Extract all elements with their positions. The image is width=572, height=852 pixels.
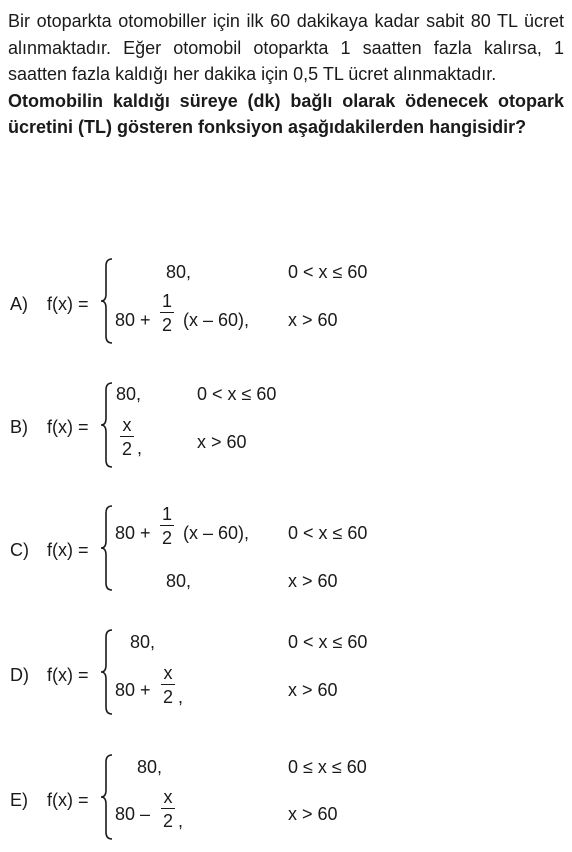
fraction-numerator: x <box>163 663 173 683</box>
fraction-denominator: 2 <box>161 528 172 548</box>
problem-paragraph: Bir otoparkta otomobiller için ilk 60 dakikaya kadar sabit 80 TL ücret alınmaktadır. Eğer otomobil otoparkta 1 saatten fazla kalırsa, 1 saatten fazla kaldığı her dakika için 0,5 TL ücret alınmaktadır. <box>8 11 564 84</box>
top-condition: 0 < x ≤ 60 <box>197 384 277 404</box>
bottom-condition: x > 60 <box>288 310 338 330</box>
top-condition: 0 < x ≤ 60 <box>288 632 368 652</box>
top-condition: 0 < x ≤ 60 <box>288 262 368 282</box>
fraction-denominator: 2 <box>121 439 132 459</box>
question-text: Otomobilin kaldığı süreye (dk) bağlı olarak ödenecek otopark ücretini (TL) gösteren fonksiyon aşağıdakilerden hangisidir? <box>8 90 564 137</box>
fraction-comma: , <box>137 438 143 458</box>
option-label: E) <box>10 790 28 810</box>
option-b[interactable] <box>0 372 572 482</box>
function-name: f(x) = <box>47 665 89 685</box>
bottom-value: 80, <box>166 571 192 591</box>
top-condition: 0 < x ≤ 60 <box>288 523 368 543</box>
fraction-bar <box>120 436 134 437</box>
fraction-bar <box>161 808 175 809</box>
fraction-denominator: 2 <box>161 315 172 335</box>
bottom-condition: x > 60 <box>288 804 338 824</box>
bottom-condition: x > 60 <box>197 432 247 452</box>
top-value: 80, <box>166 262 192 282</box>
fraction-bar <box>161 684 175 685</box>
fraction-bar <box>160 312 174 313</box>
fraction-numerator: 1 <box>161 291 172 311</box>
option-label: D) <box>10 665 29 685</box>
fraction-comma: , <box>178 687 184 707</box>
left-brace-icon <box>100 258 114 344</box>
bottom-condition: x > 60 <box>288 680 338 700</box>
fraction <box>120 416 134 458</box>
top-value: 80, <box>137 757 163 777</box>
fraction-numerator: x <box>122 415 132 435</box>
fraction-numerator: x <box>163 787 173 807</box>
option-label: C) <box>10 540 29 560</box>
function-name: f(x) = <box>47 540 89 560</box>
fraction-numerator: 1 <box>161 504 172 524</box>
function-name: f(x) = <box>47 417 89 437</box>
fraction-comma: , <box>178 811 184 831</box>
function-name: f(x) = <box>47 294 89 314</box>
fraction-denominator: 2 <box>162 687 173 707</box>
function-name: f(x) = <box>47 790 89 810</box>
option-a[interactable] <box>0 250 572 360</box>
bottom-prefix: 80 + <box>115 310 151 330</box>
fraction <box>161 788 175 830</box>
option-c[interactable] <box>0 493 572 603</box>
question-stem <box>8 8 564 141</box>
top-value: 80, <box>116 384 142 404</box>
top-condition: 0 ≤ x ≤ 60 <box>288 757 367 777</box>
bottom-prefix: 80 – <box>115 804 151 824</box>
top-value: 80, <box>130 632 156 652</box>
fraction-bar <box>160 525 174 526</box>
top-suffix: (x – 60), <box>183 523 250 543</box>
top-prefix: 80 + <box>115 523 151 543</box>
left-brace-icon <box>100 629 114 715</box>
fraction <box>161 664 175 706</box>
option-label: B) <box>10 417 28 437</box>
bottom-condition: x > 60 <box>288 571 338 591</box>
left-brace-icon <box>100 505 114 591</box>
left-brace-icon <box>100 382 114 468</box>
option-e[interactable] <box>0 742 572 852</box>
left-brace-icon <box>100 754 114 840</box>
bottom-suffix: (x – 60), <box>183 310 250 330</box>
fraction <box>160 292 174 334</box>
option-d[interactable] <box>0 618 572 728</box>
fraction-denominator: 2 <box>162 811 173 831</box>
fraction <box>160 505 174 547</box>
option-label: A) <box>10 294 28 314</box>
bottom-prefix: 80 + <box>115 680 151 700</box>
